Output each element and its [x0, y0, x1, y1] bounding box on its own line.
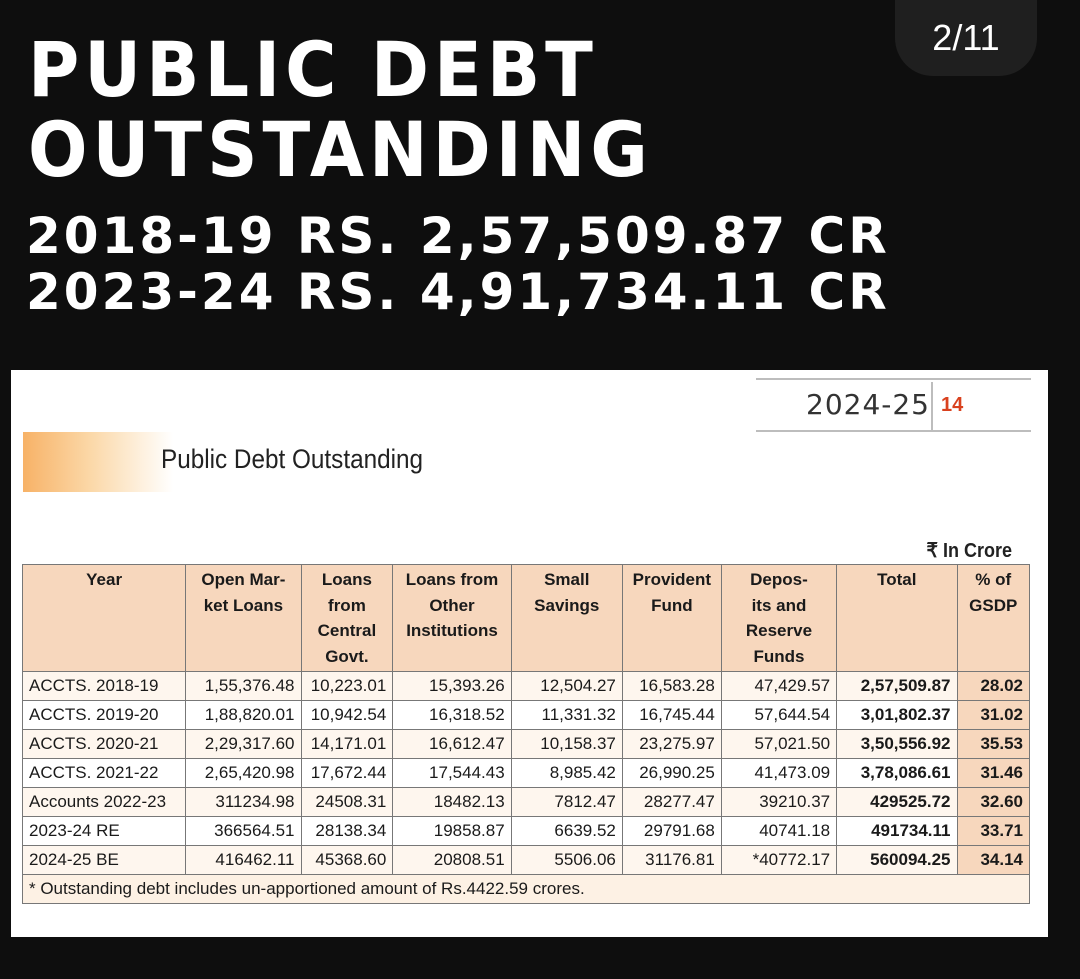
cell-open-market-loans: 416462.11: [186, 846, 301, 875]
cell-total: 3,78,086.61: [837, 759, 957, 788]
document-year-badge: 2024-25: [806, 388, 930, 421]
cell-loans-central-govt: 24508.31: [301, 788, 393, 817]
cell-percent-gsdp: 33.71: [957, 817, 1030, 846]
footnote-row: [23, 875, 1030, 904]
cell-loans-central-govt: 10,942.54: [301, 701, 393, 730]
cell-loans-other-institutions: 16,318.52: [393, 701, 511, 730]
cell-loans-other-institutions: 17,544.43: [393, 759, 511, 788]
cell-total: 3,01,802.37: [837, 701, 957, 730]
cell-provident-fund: 28277.47: [622, 788, 721, 817]
cell-total: 560094.25: [837, 846, 957, 875]
column-header-loans-other-institutions: Loans from Other Institutions: [393, 565, 511, 672]
cell-percent-gsdp: 35.53: [957, 730, 1030, 759]
cell-small-savings: 6639.52: [511, 817, 622, 846]
section-accent-bar: [23, 432, 173, 492]
section-title: Public Debt Outstanding: [161, 444, 424, 474]
public-debt-table: [22, 564, 1030, 904]
column-header-provident-fund: Provident Fund: [622, 565, 721, 672]
table-row: [23, 759, 1030, 788]
cell-total: 3,50,556.92: [837, 730, 957, 759]
cell-provident-fund: 29791.68: [622, 817, 721, 846]
cell-small-savings: 11,331.32: [511, 701, 622, 730]
cell-total: 429525.72: [837, 788, 957, 817]
cell-year: ACCTS. 2019-20: [23, 701, 186, 730]
column-header-year: Year: [23, 565, 186, 672]
column-header-open-market-loans: Open Mar- ket Loans: [186, 565, 301, 672]
page-counter: 2/11: [895, 0, 1037, 76]
cell-deposits-reserve-funds: 57,644.54: [721, 701, 836, 730]
cell-year: ACCTS. 2020-21: [23, 730, 186, 759]
column-header-deposits-reserve-funds: Depos- its and Reserve Funds: [721, 565, 836, 672]
cell-year: ACCTS. 2018-19: [23, 672, 186, 701]
cell-provident-fund: 26,990.25: [622, 759, 721, 788]
cell-year: 2023-24 RE: [23, 817, 186, 846]
cell-year: ACCTS. 2021-22: [23, 759, 186, 788]
cell-deposits-reserve-funds: *40772.17: [721, 846, 836, 875]
cell-loans-other-institutions: 19858.87: [393, 817, 511, 846]
column-header-loans-central-govt: Loans from Central Govt.: [301, 565, 393, 672]
hero-figure-2023-24: 2023-24 RS. 4,91,734.11 CR: [26, 263, 890, 321]
footnote: * Outstanding debt includes un-apportioned amount of Rs.4422.59 crores.: [23, 875, 1030, 904]
column-header-total: Total: [837, 565, 957, 672]
cell-deposits-reserve-funds: 41,473.09: [721, 759, 836, 788]
column-header-percent-gsdp: % of GSDP: [957, 565, 1030, 672]
hero-figure-2018-19: 2018-19 RS. 2,57,509.87 CR: [26, 207, 890, 265]
cell-open-market-loans: 2,65,420.98: [186, 759, 301, 788]
cell-percent-gsdp: 34.14: [957, 846, 1030, 875]
cell-loans-other-institutions: 16,612.47: [393, 730, 511, 759]
cell-loans-other-institutions: 18482.13: [393, 788, 511, 817]
cell-loans-central-govt: 14,171.01: [301, 730, 393, 759]
table-row: [23, 701, 1030, 730]
cell-total: 2,57,509.87: [837, 672, 957, 701]
column-header-small-savings: Small Savings: [511, 565, 622, 672]
table-row: [23, 846, 1030, 875]
unit-label: ₹ In Crore: [926, 540, 1012, 562]
table-row: [23, 788, 1030, 817]
header-divider: [931, 382, 933, 432]
table-row: [23, 730, 1030, 759]
cell-percent-gsdp: 31.02: [957, 701, 1030, 730]
cell-provident-fund: 16,745.44: [622, 701, 721, 730]
table-row: [23, 672, 1030, 701]
budget-document-page: [11, 370, 1048, 937]
document-page-number: 14: [941, 394, 964, 416]
cell-small-savings: 8,985.42: [511, 759, 622, 788]
header-rule-top: [756, 378, 1031, 380]
header-rule-bottom: [756, 430, 1031, 432]
cell-percent-gsdp: 31.46: [957, 759, 1030, 788]
table-header-row: [23, 565, 1030, 672]
cell-deposits-reserve-funds: 39210.37: [721, 788, 836, 817]
cell-open-market-loans: 1,88,820.01: [186, 701, 301, 730]
cell-loans-other-institutions: 15,393.26: [393, 672, 511, 701]
hero-figures: [26, 208, 890, 320]
hero-title: [28, 25, 653, 195]
cell-percent-gsdp: 28.02: [957, 672, 1030, 701]
hero-title-line-1: PUBLIC DEBT: [28, 25, 598, 115]
cell-small-savings: 10,158.37: [511, 730, 622, 759]
cell-small-savings: 12,504.27: [511, 672, 622, 701]
cell-open-market-loans: 2,29,317.60: [186, 730, 301, 759]
cell-total: 491734.11: [837, 817, 957, 846]
cell-loans-central-govt: 45368.60: [301, 846, 393, 875]
cell-deposits-reserve-funds: 40741.18: [721, 817, 836, 846]
cell-loans-central-govt: 28138.34: [301, 817, 393, 846]
hero-title-line-2: OUTSTANDING: [28, 105, 653, 195]
cell-deposits-reserve-funds: 47,429.57: [721, 672, 836, 701]
cell-open-market-loans: 311234.98: [186, 788, 301, 817]
cell-loans-central-govt: 10,223.01: [301, 672, 393, 701]
cell-deposits-reserve-funds: 57,021.50: [721, 730, 836, 759]
cell-provident-fund: 31176.81: [622, 846, 721, 875]
table-row: [23, 817, 1030, 846]
cell-open-market-loans: 366564.51: [186, 817, 301, 846]
cell-provident-fund: 23,275.97: [622, 730, 721, 759]
cell-year: Accounts 2022-23: [23, 788, 186, 817]
cell-open-market-loans: 1,55,376.48: [186, 672, 301, 701]
cell-small-savings: 5506.06: [511, 846, 622, 875]
cell-loans-other-institutions: 20808.51: [393, 846, 511, 875]
cell-year: 2024-25 BE: [23, 846, 186, 875]
cell-small-savings: 7812.47: [511, 788, 622, 817]
cell-percent-gsdp: 32.60: [957, 788, 1030, 817]
cell-loans-central-govt: 17,672.44: [301, 759, 393, 788]
cell-provident-fund: 16,583.28: [622, 672, 721, 701]
